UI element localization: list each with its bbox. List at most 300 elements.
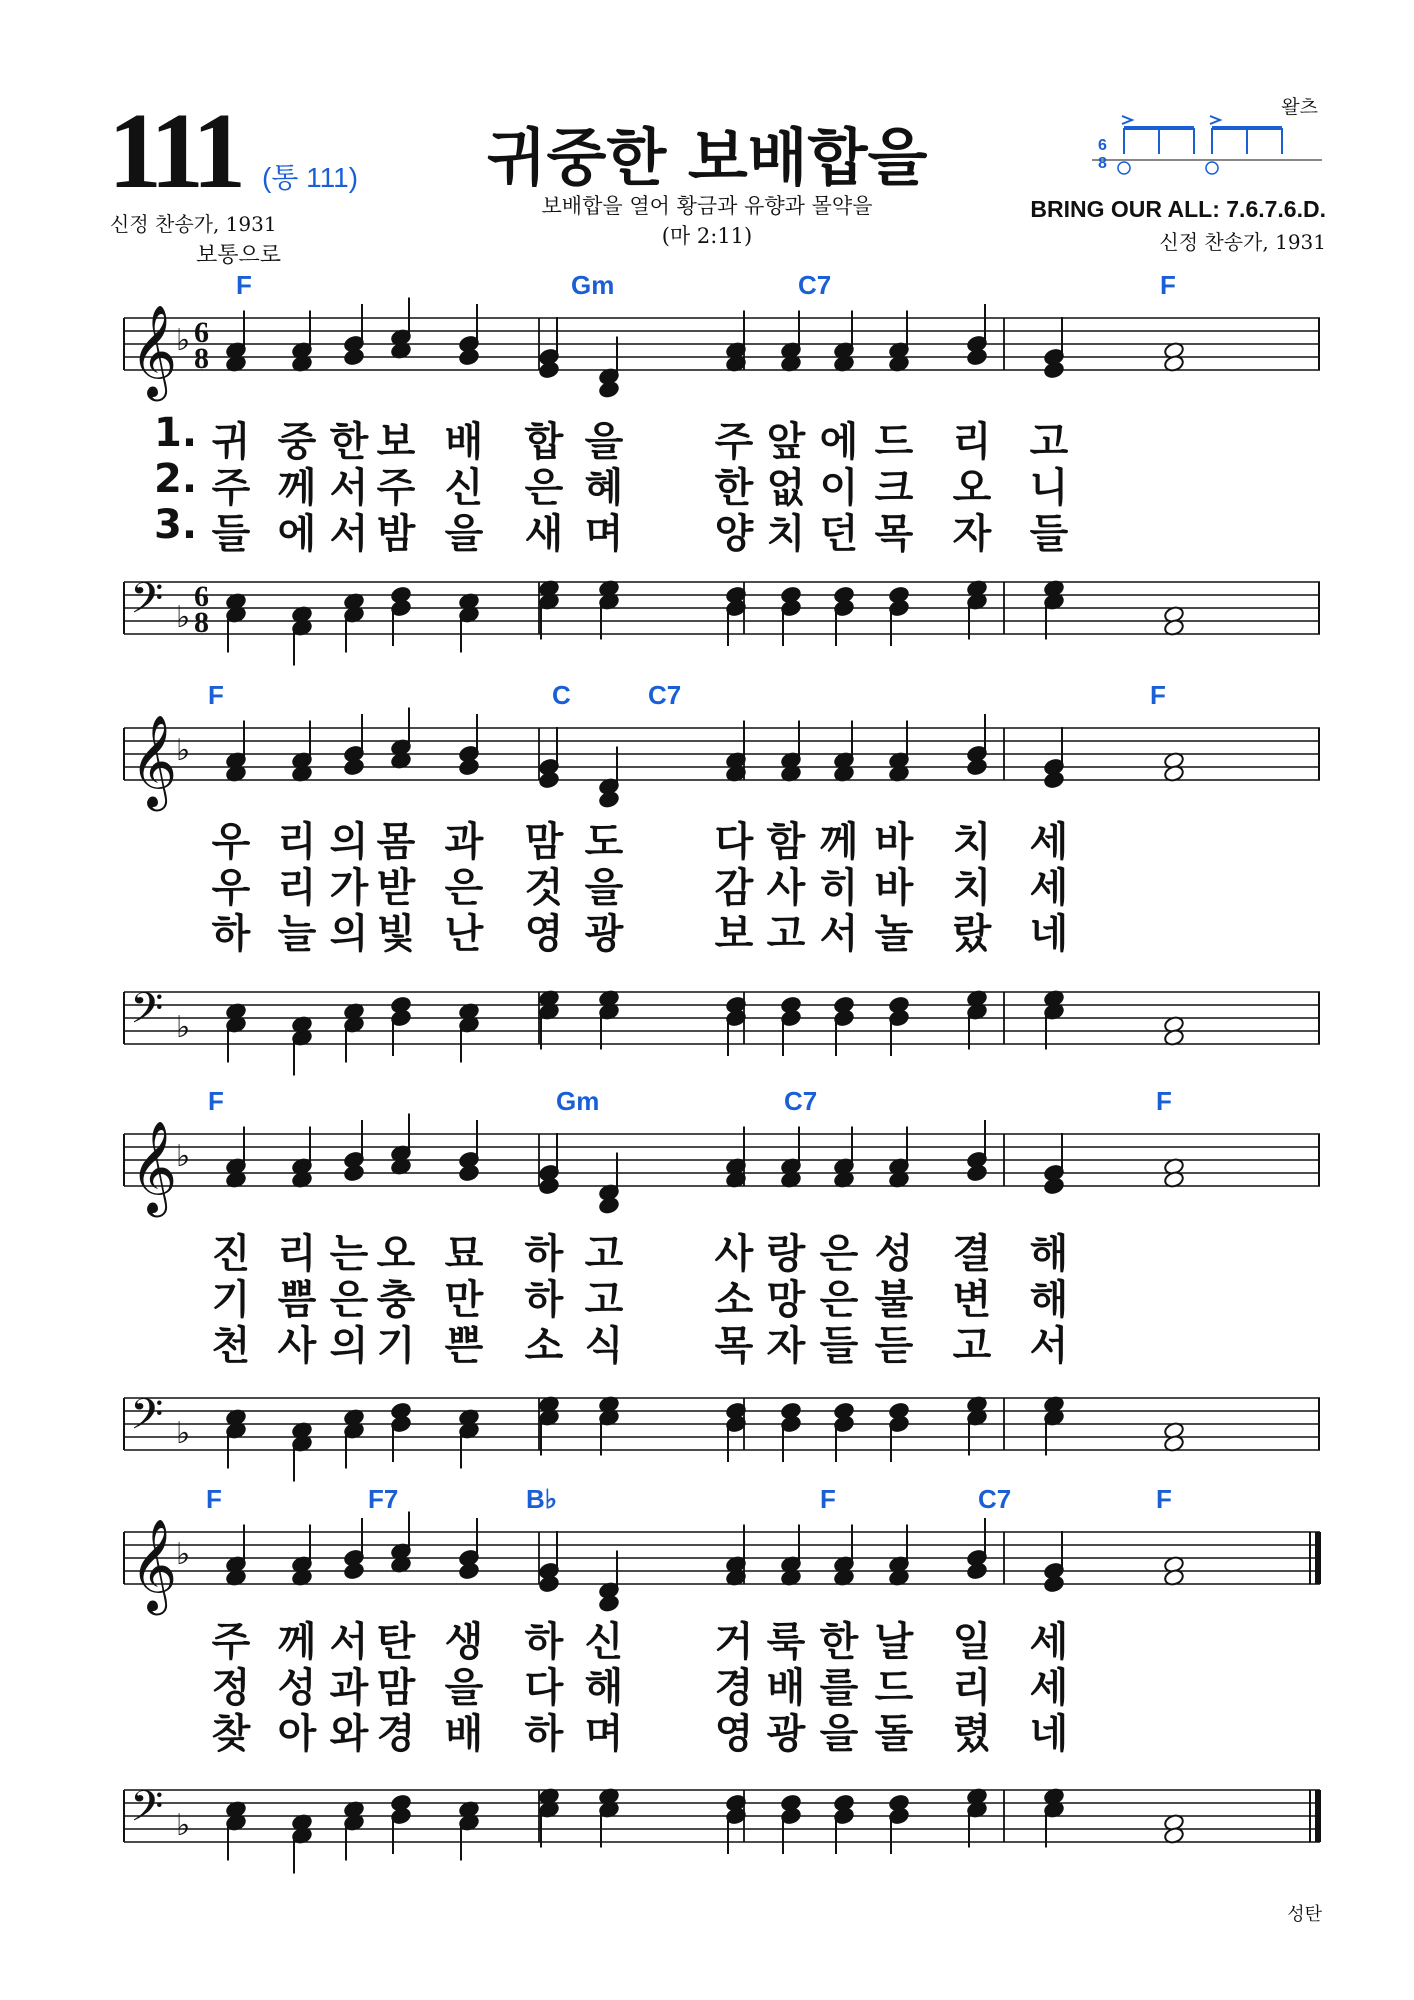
lyric-syllable: 식 xyxy=(584,1323,624,1369)
lyric-syllable: 보 xyxy=(714,911,754,957)
note-chord xyxy=(966,1787,987,1847)
lyric-syllable: 우 xyxy=(211,865,251,911)
lyric-syllable: 랑 xyxy=(766,1231,806,1277)
note-chord xyxy=(343,304,364,366)
lyric-line xyxy=(124,1610,1320,1665)
lyric-syllable: 하 xyxy=(524,1231,564,1277)
lyric-syllable: 탄 xyxy=(376,1619,416,1665)
lyric-syllable: 드 xyxy=(874,419,914,465)
note-chord xyxy=(538,1133,559,1195)
flat-key-signature-icon: ♭ xyxy=(176,323,191,358)
lyric-syllable: 랐 xyxy=(952,911,992,957)
lyric-syllable: 기 xyxy=(211,1277,251,1323)
note-chord xyxy=(538,1531,559,1593)
note-chord xyxy=(598,1551,619,1613)
note-chord xyxy=(888,996,909,1056)
note-chord xyxy=(780,1525,801,1587)
system-3 xyxy=(124,1086,1320,1456)
lyric-syllable: 밤 xyxy=(376,511,416,557)
lyric-line xyxy=(124,810,1320,865)
lyric-syllable: 하 xyxy=(524,1711,564,1757)
note-chord xyxy=(833,586,854,646)
lyric-syllable: 바 xyxy=(874,819,914,865)
lyric-syllable: 리 xyxy=(952,419,992,465)
lyric-syllable: 주 xyxy=(714,419,754,465)
chord-symbol: F xyxy=(820,1484,836,1514)
lyric-syllable: 빛 xyxy=(376,911,416,957)
lyric-syllable: 날 xyxy=(874,1619,914,1665)
lyric-syllable: 놀 xyxy=(874,911,914,957)
lyric-syllable: 들 xyxy=(211,511,251,557)
lyric-syllable: 주 xyxy=(211,1619,251,1665)
lyric-syllable: 양 xyxy=(714,511,754,557)
lyric-syllable: 께 xyxy=(819,819,859,865)
note-chord xyxy=(458,304,479,366)
chord-symbol: C7 xyxy=(648,680,682,710)
note-chord xyxy=(598,1787,619,1847)
note-chord xyxy=(833,1525,854,1587)
lyric-syllable: 와 xyxy=(329,1711,369,1757)
note-chord xyxy=(780,721,801,783)
lyric-syllable: 과 xyxy=(444,819,484,865)
lyric-syllable: 거 xyxy=(714,1619,754,1665)
note-chord xyxy=(966,304,987,366)
tune-meter: BRING OUR ALL: 7.6.7.6.D. xyxy=(1030,196,1326,222)
note-chord xyxy=(725,1127,746,1189)
lyric-syllable: 경 xyxy=(376,1711,416,1757)
note-chord xyxy=(1043,727,1064,789)
lyric-syllable: 소 xyxy=(524,1323,564,1369)
note-chord xyxy=(1043,1787,1064,1847)
lyric-syllable: 것 xyxy=(524,865,564,911)
lyric-syllable: 리 xyxy=(277,1231,317,1277)
lyric-syllable: 고 xyxy=(952,1323,992,1369)
tong-number: (통 111) xyxy=(262,162,359,193)
note-chord xyxy=(458,1800,479,1860)
lyric-syllable: 의 xyxy=(329,819,369,865)
lyric-syllable: 사 xyxy=(714,1231,754,1277)
lyric-syllable: 찾 xyxy=(211,1711,251,1757)
lyric-syllable: 은 xyxy=(819,1277,859,1323)
lyric-line xyxy=(124,1268,1320,1323)
note-chord xyxy=(1043,989,1064,1049)
lyric-syllable: 기 xyxy=(376,1323,416,1369)
note-chord xyxy=(538,989,559,1049)
lyric-line xyxy=(124,1314,1320,1369)
chord-symbol: C xyxy=(552,680,571,710)
chord-symbol: F xyxy=(208,680,224,710)
note-chord xyxy=(1043,317,1064,379)
lyric-syllable: 는 xyxy=(329,1231,369,1277)
note-chord xyxy=(780,311,801,373)
lyric-syllable: 성 xyxy=(874,1231,914,1277)
note-chord xyxy=(1043,1133,1064,1195)
chord-symbol: F xyxy=(1156,1484,1172,1514)
bass-staff xyxy=(124,564,1320,664)
time-signature-bottom: 8 xyxy=(194,342,209,375)
bass-staff xyxy=(124,1380,1320,1480)
note-chord xyxy=(888,1402,909,1462)
lyric-syllable: 새 xyxy=(524,511,564,557)
lyric-syllable: 해 xyxy=(1029,1277,1069,1323)
lyric-syllable: 세 xyxy=(1029,819,1069,865)
note-chord xyxy=(780,1402,801,1462)
lyric-syllable: 을 xyxy=(584,865,624,911)
lyric-syllable: 난 xyxy=(444,911,484,957)
lyric-syllable: 서 xyxy=(329,1619,369,1665)
lyric-syllable: 던 xyxy=(819,511,859,557)
scripture-reference: (마 2:11) xyxy=(661,224,753,248)
lyric-syllable: 이 xyxy=(819,465,859,511)
note-chord xyxy=(725,721,746,783)
note-chord xyxy=(458,592,479,652)
lyric-syllable: 쁜 xyxy=(444,1323,484,1369)
lyric-syllable: 히 xyxy=(819,865,859,911)
note-chord xyxy=(291,1127,312,1189)
lyric-syllable: 변 xyxy=(952,1277,992,1323)
verse-number: 1. xyxy=(154,410,198,456)
chord-symbol: F xyxy=(236,270,252,300)
lyric-syllable: 배 xyxy=(444,1711,484,1757)
note-chord xyxy=(390,1114,411,1176)
note-chord xyxy=(598,337,619,399)
lyric-syllable: 한 xyxy=(714,465,754,511)
lyric-syllable: 은 xyxy=(329,1277,369,1323)
note-chord xyxy=(343,1408,364,1468)
category-label: 성탄 xyxy=(1287,1904,1322,1925)
treble-clef-icon: 𝄞 xyxy=(130,1120,178,1213)
treble-clef-icon: 𝄞 xyxy=(130,304,178,397)
lyric-syllable: 신 xyxy=(444,465,484,511)
lyric-syllable: 세 xyxy=(1029,1619,1069,1665)
lyric-syllable: 다 xyxy=(714,819,754,865)
chord-symbol: Gm xyxy=(571,270,615,300)
lyric-syllable: 성 xyxy=(277,1665,317,1711)
note-chord xyxy=(458,1518,479,1580)
hymn-number: 111 xyxy=(108,92,241,211)
lyric-syllable: 충 xyxy=(376,1277,416,1323)
lyric-syllable: 고 xyxy=(766,911,806,957)
note-chord xyxy=(966,1395,987,1455)
lyric-syllable: 없 xyxy=(766,465,806,511)
lyric-syllable: 고 xyxy=(584,1231,624,1277)
lyric-syllable: 하 xyxy=(524,1619,564,1665)
note-chord xyxy=(538,727,559,789)
chord-symbol: Gm xyxy=(556,1086,600,1116)
lyric-syllable: 귀 xyxy=(211,419,251,465)
lyric-syllable: 은 xyxy=(524,465,564,511)
lyric-syllable: 서 xyxy=(819,911,859,957)
note-chord xyxy=(390,298,411,360)
lyric-syllable: 들 xyxy=(819,1323,859,1369)
note-chord xyxy=(780,1127,801,1189)
lyric-syllable: 하 xyxy=(524,1277,564,1323)
note-chord xyxy=(343,1002,364,1062)
chord-symbol: B♭ xyxy=(526,1484,558,1514)
note-chord xyxy=(225,592,246,652)
note-chord xyxy=(390,1402,411,1462)
note-chord xyxy=(390,708,411,770)
lyric-syllable: 진 xyxy=(211,1231,251,1277)
note-chord xyxy=(225,311,246,373)
chord-symbol: F xyxy=(208,1086,224,1116)
lyric-syllable: 서 xyxy=(1029,1323,1069,1369)
chord-symbol: F xyxy=(1156,1086,1172,1116)
lyric-line xyxy=(124,502,1320,557)
lyric-syllable: 쁨 xyxy=(277,1277,317,1323)
hymn-title: 귀중한 보배합을 xyxy=(486,121,928,194)
lyric-syllable: 리 xyxy=(277,865,317,911)
source-left: 신정 찬송가, 1931 xyxy=(110,212,277,236)
note-chord xyxy=(780,996,801,1056)
lyric-syllable: 서 xyxy=(329,511,369,557)
lyric-syllable: 리 xyxy=(952,1665,992,1711)
note-chord xyxy=(725,1525,746,1587)
chord-symbol: F7 xyxy=(368,1484,399,1514)
lyric-syllable: 영 xyxy=(524,911,564,957)
note-chord xyxy=(833,1127,854,1189)
lyric-syllable: 광 xyxy=(766,1711,806,1757)
note-chord xyxy=(888,311,909,373)
note-chord xyxy=(225,1800,246,1860)
treble-clef-icon: 𝄞 xyxy=(130,1518,178,1611)
lyric-syllable: 아 xyxy=(277,1711,317,1757)
note-chord xyxy=(458,1120,479,1182)
note-chord xyxy=(291,605,312,665)
note-chord xyxy=(291,1015,312,1075)
lyric-syllable: 의 xyxy=(329,1323,369,1369)
lyric-syllable: 일 xyxy=(952,1619,992,1665)
note-chord xyxy=(538,1787,559,1847)
lyric-syllable: 네 xyxy=(1029,911,1069,957)
flat-key-signature-icon: ♭ xyxy=(176,1139,191,1174)
lyric-syllable: 렸 xyxy=(952,1711,992,1757)
lyric-syllable: 은 xyxy=(819,1231,859,1277)
lyric-syllable: 을 xyxy=(819,1711,859,1757)
lyric-syllable: 돌 xyxy=(874,1711,914,1757)
flat-key-signature-icon: ♭ xyxy=(176,600,191,635)
lyric-syllable: 과 xyxy=(329,1665,369,1711)
rhythm-icon xyxy=(1092,106,1322,178)
note-chord xyxy=(966,579,987,639)
note-chord xyxy=(833,996,854,1056)
lyric-syllable: 를 xyxy=(819,1665,859,1711)
lyric-syllable: 크 xyxy=(874,465,914,511)
lyric-syllable: 오 xyxy=(952,465,992,511)
time-signature-bottom: 8 xyxy=(194,606,209,639)
note-chord xyxy=(225,1002,246,1062)
lyric-syllable: 은 xyxy=(444,865,484,911)
lyric-syllable: 드 xyxy=(874,1665,914,1711)
lyric-syllable: 께 xyxy=(277,1619,317,1665)
lyric-syllable: 앞 xyxy=(766,419,806,465)
note-chord xyxy=(780,586,801,646)
flat-key-signature-icon: ♭ xyxy=(176,733,191,768)
note-chord xyxy=(225,1525,246,1587)
lyric-syllable: 사 xyxy=(277,1323,317,1369)
lyric-line xyxy=(124,902,1320,957)
bass-clef-icon: 𝄢 xyxy=(130,984,164,1044)
lyric-line xyxy=(124,456,1320,511)
lyric-syllable: 맘 xyxy=(376,1665,416,1711)
note-chord xyxy=(458,1408,479,1468)
svg-text:8: 8 xyxy=(1098,155,1107,172)
note-chord xyxy=(725,311,746,373)
lyric-syllable: 목 xyxy=(714,1323,754,1369)
lyric-syllable: 듣 xyxy=(874,1323,914,1369)
lyric-syllable: 감 xyxy=(714,865,754,911)
lyric-syllable: 고 xyxy=(584,1277,624,1323)
note-chord xyxy=(390,586,411,646)
chord-symbol: C7 xyxy=(978,1484,1012,1514)
note-chord xyxy=(833,311,854,373)
note-chord xyxy=(343,1800,364,1860)
lyric-syllable: 에 xyxy=(277,511,317,557)
lyric-syllable: 주 xyxy=(211,465,251,511)
bass-clef-icon: 𝄢 xyxy=(130,1390,164,1450)
note-chord xyxy=(1043,1395,1064,1455)
time-signature-top: 6 xyxy=(194,580,209,613)
lyric-syllable: 배 xyxy=(766,1665,806,1711)
lyric-syllable: 룩 xyxy=(766,1619,806,1665)
lyric-syllable: 의 xyxy=(329,911,369,957)
lyric-syllable: 광 xyxy=(584,911,624,957)
treble-staff xyxy=(124,710,1320,810)
note-chord xyxy=(1043,1531,1064,1593)
lyric-syllable: 보 xyxy=(376,419,416,465)
lyric-syllable: 가 xyxy=(329,865,369,911)
lyric-syllable: 묘 xyxy=(444,1231,484,1277)
lyric-syllable: 치 xyxy=(766,511,806,557)
time-signature-top: 6 xyxy=(194,316,209,349)
lyric-syllable: 받 xyxy=(376,865,416,911)
scripture-text: 보배합을 열어 황금과 유향과 몰약을 xyxy=(541,194,873,218)
treble-staff xyxy=(124,1116,1320,1216)
note-chord xyxy=(1043,579,1064,639)
note-chord xyxy=(888,1525,909,1587)
note-chord xyxy=(390,996,411,1056)
lyric-syllable: 불 xyxy=(874,1277,914,1323)
note-chord xyxy=(291,1813,312,1873)
lyric-syllable: 자 xyxy=(952,511,992,557)
lyric-syllable: 자 xyxy=(766,1323,806,1369)
lyric-line xyxy=(124,1702,1320,1757)
lyric-syllable: 도 xyxy=(584,819,624,865)
bass-clef-icon: 𝄢 xyxy=(130,574,164,634)
lyric-syllable: 망 xyxy=(766,1277,806,1323)
note-chord xyxy=(225,1408,246,1468)
lyric-syllable: 들 xyxy=(1029,511,1069,557)
chord-symbol: C7 xyxy=(798,270,832,300)
flat-key-signature-icon: ♭ xyxy=(176,1537,191,1572)
note-chord xyxy=(225,721,246,783)
verse-number: 2. xyxy=(154,456,198,502)
bass-staff xyxy=(124,1772,1320,1882)
lyric-syllable: 니 xyxy=(1029,465,1069,511)
lyric-syllable: 에 xyxy=(819,419,859,465)
lyric-syllable: 늘 xyxy=(277,911,317,957)
lyric-syllable: 해 xyxy=(584,1665,624,1711)
system-4 xyxy=(124,1484,1320,1884)
lyric-syllable: 다 xyxy=(524,1665,564,1711)
note-chord xyxy=(780,1794,801,1854)
lyric-syllable: 네 xyxy=(1029,1711,1069,1757)
lyric-syllable: 세 xyxy=(1029,865,1069,911)
lyric-syllable: 천 xyxy=(211,1323,251,1369)
note-chord xyxy=(458,714,479,776)
verse-number: 3. xyxy=(154,502,198,548)
note-chord xyxy=(390,1794,411,1854)
lyric-syllable: 맘 xyxy=(524,819,564,865)
note-chord xyxy=(966,1518,987,1580)
lyric-syllable: 을 xyxy=(584,419,624,465)
treble-staff xyxy=(124,300,1320,400)
lyric-syllable: 함 xyxy=(766,819,806,865)
note-chord xyxy=(833,1402,854,1462)
note-chord xyxy=(598,989,619,1049)
lyric-syllable: 몸 xyxy=(376,819,416,865)
note-chord xyxy=(598,1153,619,1215)
note-chord xyxy=(888,1127,909,1189)
bass-clef-icon: 𝄢 xyxy=(130,1782,164,1842)
lyric-syllable: 고 xyxy=(1029,419,1069,465)
chord-symbol: F xyxy=(1160,270,1176,300)
note-chord xyxy=(343,592,364,652)
lyric-syllable: 서 xyxy=(329,465,369,511)
note-chord xyxy=(538,317,559,379)
lyric-syllable: 하 xyxy=(211,911,251,957)
lyric-syllable: 을 xyxy=(444,511,484,557)
svg-text:6: 6 xyxy=(1098,137,1107,154)
lyric-syllable: 치 xyxy=(952,865,992,911)
tempo-marking: 보통으로 xyxy=(196,243,282,268)
treble-staff xyxy=(124,1514,1320,1614)
lyric-syllable: 영 xyxy=(714,1711,754,1757)
lyric-syllable: 한 xyxy=(819,1619,859,1665)
note-chord xyxy=(888,586,909,646)
lyric-syllable: 치 xyxy=(952,819,992,865)
lyric-syllable: 며 xyxy=(584,511,624,557)
note-chord xyxy=(458,1002,479,1062)
note-chord xyxy=(888,1794,909,1854)
chord-symbol: F xyxy=(1150,680,1166,710)
note-chord xyxy=(291,311,312,373)
note-chord xyxy=(598,747,619,809)
lyric-syllable: 오 xyxy=(376,1231,416,1277)
system-1 xyxy=(124,270,1320,640)
lyric-syllable: 신 xyxy=(584,1619,624,1665)
style-label: 왈츠 xyxy=(1281,96,1318,118)
note-chord xyxy=(390,1512,411,1574)
lyric-syllable: 만 xyxy=(444,1277,484,1323)
note-chord xyxy=(833,1794,854,1854)
note-chord xyxy=(538,1395,559,1455)
lyric-syllable: 해 xyxy=(1029,1231,1069,1277)
lyric-syllable: 목 xyxy=(874,511,914,557)
lyric-syllable: 소 xyxy=(714,1277,754,1323)
note-chord xyxy=(225,1127,246,1189)
lyric-syllable: 경 xyxy=(714,1665,754,1711)
note-chord xyxy=(343,1518,364,1580)
lyric-syllable: 혜 xyxy=(584,465,624,511)
flat-key-signature-icon: ♭ xyxy=(176,1416,191,1451)
note-chord xyxy=(343,714,364,776)
note-chord xyxy=(966,714,987,776)
note-chord xyxy=(888,721,909,783)
note-chord xyxy=(538,579,559,639)
lyric-syllable: 정 xyxy=(211,1665,251,1711)
flat-key-signature-icon: ♭ xyxy=(176,1010,191,1045)
